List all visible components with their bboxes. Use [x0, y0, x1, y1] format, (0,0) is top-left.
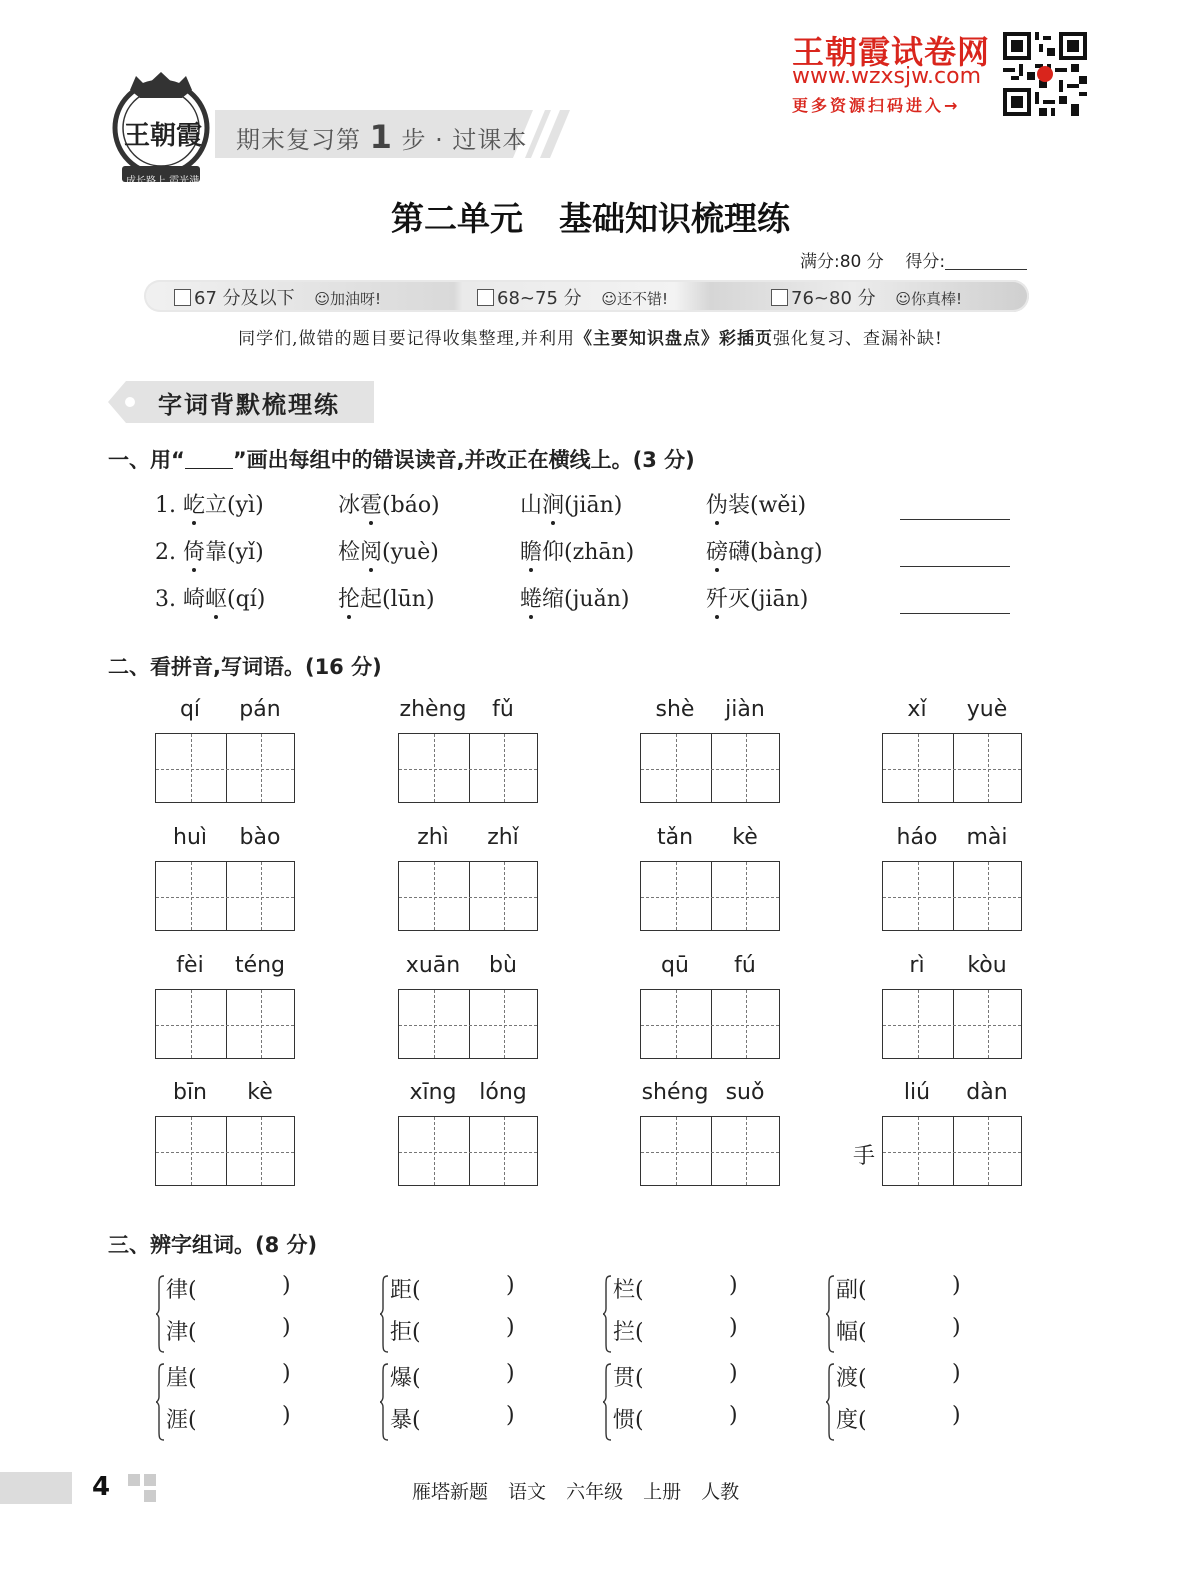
- footer-book-info: 雁塔新题 语文 六年级 上册 人教: [412, 1481, 740, 1503]
- pinyin-item[interactable]: 瞻仰(zhān): [520, 540, 635, 565]
- pinyin-label: fǔ: [492, 697, 514, 722]
- character-blank[interactable]: 暴(: [390, 1408, 421, 1433]
- character-blank[interactable]: 距(: [390, 1278, 421, 1303]
- character-blank[interactable]: 爆(: [390, 1366, 421, 1391]
- study-tip: 同学们,做错的题目要记得收集整理,并利用《主要知识盘点》彩插页强化复习、查漏补缺!: [238, 329, 943, 349]
- section-title: 字词背默梳理练: [158, 391, 340, 419]
- footer-squares-icon: [128, 1474, 156, 1504]
- close-paren: ): [729, 1361, 738, 1386]
- character-blank[interactable]: 拒(: [390, 1320, 421, 1345]
- score-blank[interactable]: [945, 251, 1027, 270]
- close-paren: ): [506, 1315, 515, 1340]
- pinyin-label: zhǐ: [487, 825, 519, 850]
- character-writing-box[interactable]: [640, 861, 780, 931]
- smiley-icon: ☺你真棒!: [895, 290, 963, 308]
- page-number: 4: [92, 1472, 111, 1502]
- qr-code-icon[interactable]: [1003, 32, 1087, 116]
- score-line: [800, 247, 1027, 272]
- row-number: 1.: [155, 493, 176, 518]
- grade-bar: [144, 280, 1029, 312]
- word-group: [156, 1273, 326, 1357]
- brand-name: 王朝霞试卷网: [792, 33, 991, 71]
- character-writing-box[interactable]: [640, 1116, 780, 1186]
- character-writing-box[interactable]: [398, 733, 538, 803]
- character-blank[interactable]: 副(: [836, 1278, 867, 1303]
- brace-icon: [826, 1275, 835, 1353]
- character-writing-box[interactable]: [155, 733, 295, 803]
- pinyin-label: yuè: [966, 697, 1008, 722]
- checkbox-icon[interactable]: [477, 289, 494, 306]
- pinyin-label: téng: [234, 953, 286, 978]
- brace-icon: [156, 1363, 165, 1441]
- pinyin-label: suǒ: [725, 1080, 765, 1105]
- pinyin-label: háo: [896, 825, 938, 850]
- character-writing-box[interactable]: [640, 989, 780, 1059]
- pinyin-label: shéng: [641, 1080, 709, 1105]
- character-blank[interactable]: 渡(: [836, 1366, 867, 1391]
- pinyin-label: lóng: [479, 1080, 527, 1105]
- character-writing-box[interactable]: [882, 733, 1022, 803]
- answer-line[interactable]: [900, 613, 1010, 614]
- character-blank[interactable]: 津(: [166, 1320, 197, 1345]
- pinyin-item[interactable]: 伪装(wěi): [706, 493, 807, 518]
- pinyin-label: xīng: [409, 1080, 457, 1105]
- pinyin-label: zhèng: [399, 697, 467, 722]
- word-group: [603, 1273, 773, 1357]
- pinyin-label: pán: [239, 697, 281, 722]
- character-writing-box[interactable]: [155, 989, 295, 1059]
- brace-icon: [156, 1275, 165, 1353]
- question-2-heading: 二、看拼音,写词语。(16 分): [108, 655, 382, 679]
- pinyin-item[interactable]: 2. 倚靠(yǐ): [155, 540, 264, 565]
- logo-text: 王朝霞: [124, 121, 203, 151]
- pinyin-label: xǐ: [907, 697, 927, 722]
- grade-option-high[interactable]: 76~80 分 ☺你真棒!: [771, 284, 962, 310]
- brace-icon: [380, 1363, 389, 1441]
- pinyin-item[interactable]: 磅礴(bàng): [706, 540, 823, 565]
- pinyin-item[interactable]: 抡起(lūn): [338, 587, 435, 612]
- pinyin-label: fú: [734, 953, 756, 978]
- score-label: 得分:: [905, 252, 946, 272]
- character-writing-box[interactable]: [398, 989, 538, 1059]
- smiley-icon: ☺还不错!: [601, 290, 669, 308]
- full-score: 满分:80 分: [800, 252, 884, 272]
- answer-line[interactable]: [900, 519, 1010, 520]
- pinyin-label: jiàn: [725, 697, 765, 722]
- question-3-heading: 三、辨字组词。(8 分): [108, 1233, 318, 1257]
- character-blank[interactable]: 惯(: [613, 1408, 644, 1433]
- character-writing-box[interactable]: [155, 861, 295, 931]
- character-blank[interactable]: 崖(: [166, 1366, 197, 1391]
- pinyin-label: kè: [247, 1080, 273, 1105]
- pinyin-label: bào: [239, 825, 281, 850]
- brace-icon: [826, 1363, 835, 1441]
- row-number: 3.: [155, 587, 176, 612]
- pinyin-label: kòu: [967, 953, 1007, 978]
- close-paren: ): [506, 1403, 515, 1428]
- word-group: [156, 1361, 326, 1445]
- brace-icon: [380, 1275, 389, 1353]
- close-paren: ): [952, 1315, 961, 1340]
- word-group: [380, 1273, 550, 1357]
- close-paren: ): [282, 1315, 291, 1340]
- pinyin-label: zhì: [417, 825, 449, 850]
- pinyin-label: shè: [655, 697, 695, 722]
- row-number: 2.: [155, 540, 176, 565]
- pinyin-item[interactable]: 1. 屹立(yì): [155, 493, 264, 518]
- character-blank[interactable]: 幅(: [836, 1320, 867, 1345]
- close-paren: ): [282, 1403, 291, 1428]
- brace-icon: [603, 1275, 612, 1353]
- word-prefix: 手: [853, 1144, 876, 1169]
- character-blank[interactable]: 拦(: [613, 1320, 644, 1345]
- character-blank[interactable]: 栏(: [613, 1278, 644, 1303]
- character-blank[interactable]: 贯(: [613, 1366, 644, 1391]
- close-paren: ): [282, 1273, 291, 1298]
- pinyin-item[interactable]: 山涧(jiān): [520, 493, 623, 518]
- close-paren: ): [952, 1273, 961, 1298]
- brace-icon: [603, 1363, 612, 1441]
- character-blank[interactable]: 度(: [836, 1408, 867, 1433]
- close-paren: ): [729, 1273, 738, 1298]
- pinyin-label: qū: [661, 953, 689, 978]
- footer-bar: [0, 1472, 72, 1504]
- grade-option-mid[interactable]: 68~75 分 ☺还不错!: [477, 284, 668, 310]
- word-group: [603, 1361, 773, 1445]
- word-group: [826, 1273, 996, 1357]
- pinyin-item[interactable]: 冰雹(báo): [338, 493, 440, 518]
- close-paren: ): [506, 1361, 515, 1386]
- character-writing-box[interactable]: [398, 861, 538, 931]
- word-group: [826, 1361, 996, 1445]
- brand-more-link[interactable]: 更多资源扫码进入→: [792, 96, 961, 115]
- close-paren: ): [952, 1403, 961, 1428]
- pinyin-label: bù: [489, 953, 517, 978]
- pinyin-label: qí: [179, 697, 201, 722]
- question-1-heading: 一、用“ ”画出每组中的错误读音,并改正在横线上。(3 分): [108, 448, 695, 472]
- close-paren: ): [729, 1315, 738, 1340]
- answer-line[interactable]: [900, 566, 1010, 567]
- character-writing-box[interactable]: [398, 1116, 538, 1186]
- page-title: 第二单元 基础知识梳理练: [391, 199, 790, 238]
- pinyin-label: tǎn: [656, 825, 694, 850]
- pinyin-label: kè: [732, 825, 758, 850]
- close-paren: ): [506, 1273, 515, 1298]
- pinyin-label: mài: [966, 825, 1008, 850]
- pinyin-label: dàn: [966, 1080, 1008, 1105]
- close-paren: ): [282, 1361, 291, 1386]
- brand-url[interactable]: www.wzxsjw.com: [792, 64, 982, 89]
- pinyin-label: huì: [173, 825, 207, 850]
- pinyin-label: xuān: [405, 953, 461, 978]
- character-writing-box[interactable]: [882, 1116, 1022, 1186]
- character-blank[interactable]: 涯(: [166, 1408, 197, 1433]
- stage-banner-text: 期末复习第 1 步 · 过课本: [236, 118, 528, 156]
- smiley-icon: ☺加油呀!: [314, 290, 382, 308]
- character-writing-box[interactable]: [882, 989, 1022, 1059]
- close-paren: ): [952, 1361, 961, 1386]
- character-writing-box[interactable]: [882, 861, 1022, 931]
- character-writing-box[interactable]: [155, 1116, 295, 1186]
- checkbox-icon[interactable]: [174, 289, 191, 306]
- word-group: [380, 1361, 550, 1445]
- character-blank[interactable]: 律(: [166, 1278, 197, 1303]
- pinyin-item[interactable]: 蜷缩(juǎn): [520, 587, 630, 612]
- pinyin-label: bīn: [172, 1080, 208, 1105]
- grade-option-low[interactable]: 67 分及以下 ☺加油呀!: [174, 284, 381, 310]
- pinyin-item[interactable]: 3. 崎岖(qí): [155, 587, 266, 612]
- pinyin-label: fèi: [176, 953, 204, 978]
- pinyin-item[interactable]: 检阅(yuè): [338, 540, 439, 565]
- pinyin-item[interactable]: 歼灭(jiān): [706, 587, 809, 612]
- character-writing-box[interactable]: [640, 733, 780, 803]
- pinyin-label: liú: [903, 1080, 931, 1105]
- checkbox-icon[interactable]: [771, 289, 788, 306]
- logo-motto: 成长路上 霞光满天: [126, 176, 210, 187]
- pinyin-label: rì: [909, 953, 925, 978]
- close-paren: ): [729, 1403, 738, 1428]
